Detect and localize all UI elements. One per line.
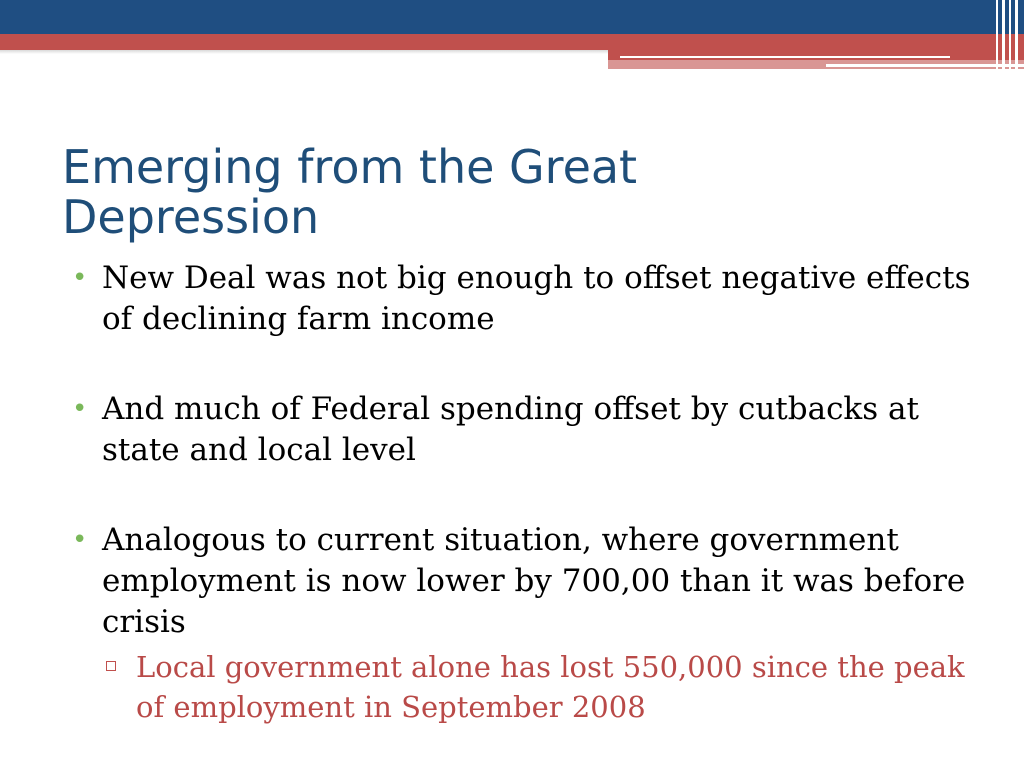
banner-white-line bbox=[620, 56, 950, 58]
bullet-marker-icon: • bbox=[72, 525, 88, 555]
banner-white-line-lower bbox=[826, 64, 1024, 67]
bullet-list bbox=[72, 258, 972, 727]
bullet-marker-icon: • bbox=[72, 394, 88, 424]
bullet-marker-icon: • bbox=[72, 263, 88, 293]
banner-vertical-stripe bbox=[996, 0, 998, 70]
square-bullet-icon bbox=[106, 661, 116, 671]
banner-blue-band bbox=[0, 0, 1024, 34]
sub-bullet-text: Local government alone has lost 550,000 since the peak of employment in September 2008 bbox=[136, 650, 965, 724]
sub-bullet-item bbox=[106, 647, 972, 727]
bullet-item bbox=[72, 520, 972, 643]
banner-vertical-stripe bbox=[1015, 0, 1018, 70]
bullet-item bbox=[72, 389, 972, 471]
banner-red-band bbox=[0, 34, 1024, 50]
bullet-text: Analogous to current situation, where government employment is now lower by 700,00 than it was before crisis bbox=[102, 522, 966, 640]
slide-title: Emerging from the Great Depression bbox=[62, 140, 638, 244]
bullet-text: And much of Federal spending offset by cutbacks at state and local level bbox=[102, 391, 919, 468]
bullet-text: New Deal was not big enough to offset negative effects of declining farm income bbox=[102, 260, 971, 337]
banner-red-strip bbox=[608, 50, 1024, 60]
banner-vertical-stripe bbox=[1009, 0, 1011, 70]
banner-vertical-stripe bbox=[1002, 0, 1005, 70]
bullet-item bbox=[72, 258, 972, 340]
